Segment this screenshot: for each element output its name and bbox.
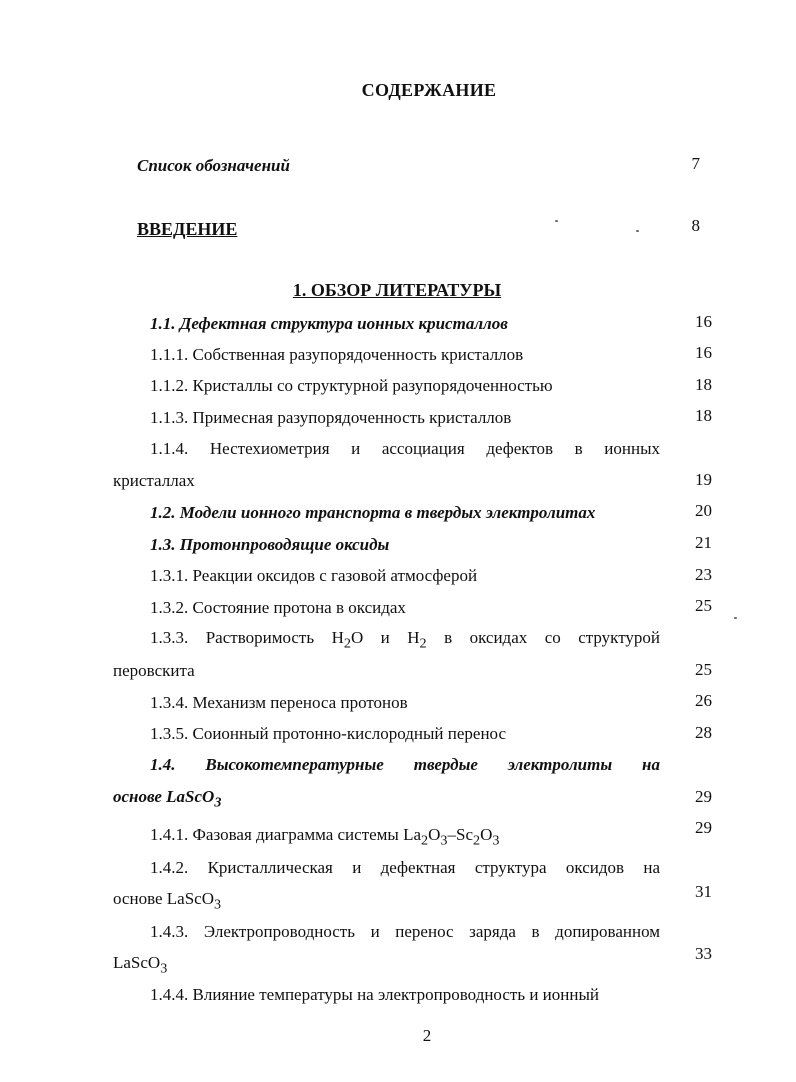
toc-1-1-2-label: 1.1.2. Кристаллы со структурной разупорядоченностью [150,376,553,395]
toc-1-3-5-page: 28 [695,723,712,742]
toc-1-4-page: 29 [695,787,712,806]
toc-1-3-2-label: 1.3.2. Состояние протона в оксидах [150,598,406,617]
toc-1-4-line2: основе LaScO$_3$ [113,787,222,811]
toc-1-1-page: 16 [695,312,712,331]
toc-1-4-2-line2: основе LaScO$_3$ [113,889,222,913]
toc-1-1-3-page: 18 [695,406,712,425]
toc-1-3-5-label: 1.3.5. Соионный протонно-кислородный перенос [150,724,507,743]
toc-1-1-label: 1.1. Дефектная структура ионных кристаллов [150,314,508,333]
toc-1-3-1-label: 1.3.1. Реакции оксидов с газовой атмосферой [150,566,478,585]
toc-1-3-label: 1.3. Протонпроводящие оксиды [150,535,390,554]
toc-1-3-4-page: 26 [695,691,712,710]
toc-1-4-3-page: 33 [695,944,712,963]
toc-abbrev-page: 7 [691,154,700,173]
scan-speck [734,617,737,619]
toc-1-4-1-label: 1.4.1. Фазовая диаграмма системы $La_2O_3-Sc_2O_3$ [150,825,500,849]
toc-1-1-1-label: 1.1.1. Собственная разупорядоченность кристаллов [150,345,524,364]
toc-1-4-3-line1: 1.4.3. Электропроводность и перенос заряда в допированном [150,922,660,941]
toc-intro-label: ВВЕДЕНИЕ [137,219,238,239]
page-title: СОДЕРЖАНИЕ [361,80,497,100]
toc-1-1-4-page: 19 [695,470,712,489]
toc-1-1-2-page: 18 [695,375,712,394]
toc-1-1-4-line2: кристаллах [113,471,195,490]
scan-speck [555,220,558,222]
toc-1-4-3-line2: LaScO$_3$ [113,953,168,977]
section-heading-literature: 1. ОБЗОР ЛИТЕРАТУРЫ [292,280,502,300]
toc-1-4-2-page: 31 [695,882,712,901]
toc-1-1-1-page: 16 [695,343,712,362]
toc-1-3-3-line1: 1.3.3. Растворимость $H_2O$ и $H_2$ в оксидах со структурой [150,628,661,652]
toc-1-1-3-label: 1.1.3. Примесная разупорядоченность кристаллов [150,408,512,427]
toc-1-3-1-page: 23 [695,565,712,584]
toc-1-2-label: 1.2. Модели ионного транспорта в твердых электролитах [150,503,596,522]
scan-speck [636,230,639,232]
toc-1-3-3-line2: перовскита [113,661,195,680]
toc-1-1-4-line1: 1.1.4. Нестехиометрия и ассоциация дефектов в ионных [150,439,660,458]
toc-1-3-page: 21 [695,533,712,552]
toc-1-4-line1: 1.4. Высокотемпературные твердые электролиты на [150,755,660,774]
toc-1-2-page: 20 [695,501,712,520]
toc-1-3-2-page: 25 [695,596,712,615]
toc-1-3-4-label: 1.3.4. Механизм переноса протонов [150,693,408,712]
toc-1-4-4-label: 1.4.4. Влияние температуры на электропроводность и ионный [150,985,599,1004]
toc-intro-page: 8 [691,216,700,235]
toc-1-3-3-page: 25 [695,660,712,679]
toc-abbrev-label: Список обозначений [137,156,290,175]
toc-1-4-2-line1: 1.4.2. Кристаллическая и дефектная структура оксидов на [150,858,660,877]
toc-1-4-1-page: 29 [695,818,712,837]
page-number: 2 [422,1026,432,1045]
